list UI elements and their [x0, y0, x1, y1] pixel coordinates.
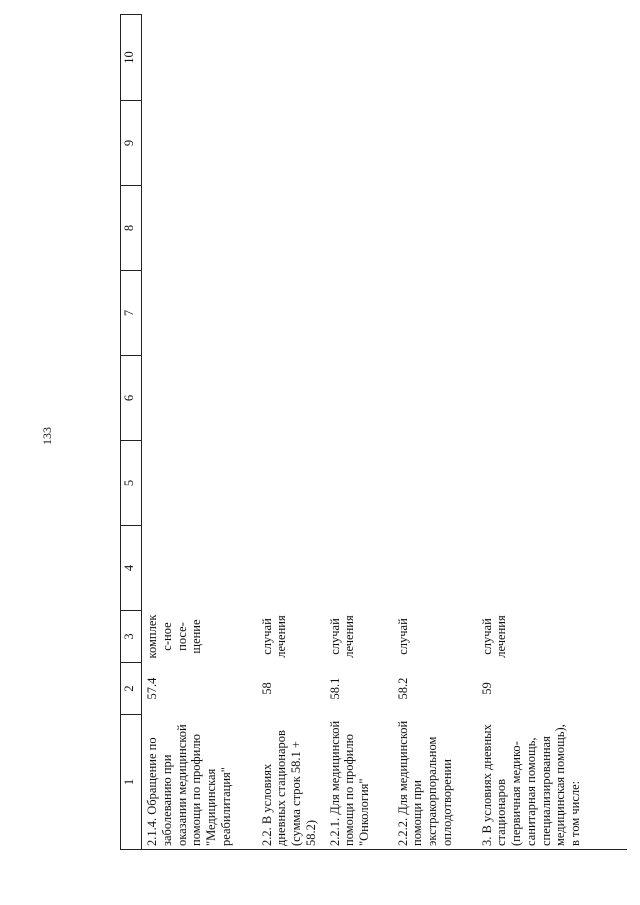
- column-header: 3: [121, 611, 142, 663]
- empty-cell: [142, 15, 257, 101]
- row-unit-cell: случай лечения: [327, 615, 357, 658]
- row-name-cell: 3. В условиях дневных стационаров (первичная медико-санитарная помощь, специализированная медицинская помощь), в том числе:: [477, 715, 627, 850]
- empty-cell: [393, 271, 477, 356]
- empty-cell: [325, 186, 393, 271]
- empty-cell: [325, 441, 393, 526]
- empty-cell: [325, 15, 393, 101]
- table-row: [257, 15, 325, 850]
- column-header: 7: [121, 271, 142, 356]
- row-unit-cell: случай лечения: [479, 615, 509, 658]
- volume-table: [120, 14, 627, 850]
- empty-cell: [393, 356, 477, 441]
- row-number-cell: 58.2: [395, 677, 410, 700]
- rotated-table-container: [120, 15, 640, 850]
- empty-cell: [477, 271, 627, 356]
- page-number: 133: [40, 427, 54, 445]
- row-number-cell: 57.4: [145, 677, 159, 700]
- row-unit-cell: случай лечения: [259, 615, 289, 658]
- empty-cell: [257, 101, 325, 186]
- column-header: 10: [121, 15, 142, 101]
- column-header: 6: [121, 356, 142, 441]
- table-row: [325, 15, 393, 850]
- column-header: 2: [121, 663, 142, 715]
- empty-cell: [257, 186, 325, 271]
- column-header: 9: [121, 101, 142, 186]
- empty-cell: [325, 526, 393, 611]
- empty-cell: [477, 101, 627, 186]
- row-name-cell: 2.2.2. Для медицинской помощи при экстракорпоральном оплодотворении: [393, 715, 477, 850]
- column-header: 4: [121, 526, 142, 611]
- column-number-row: [121, 15, 142, 850]
- empty-cell: [477, 441, 627, 526]
- row-number-cell: 59: [479, 682, 494, 695]
- column-header: 8: [121, 186, 142, 271]
- empty-cell: [477, 356, 627, 441]
- empty-cell: [477, 186, 627, 271]
- empty-cell: [257, 271, 325, 356]
- empty-cell: [393, 186, 477, 271]
- empty-cell: [477, 526, 627, 611]
- empty-cell: [142, 441, 257, 526]
- empty-cell: [325, 101, 393, 186]
- empty-cell: [257, 15, 325, 101]
- row-number-cell: 58.1: [327, 677, 342, 700]
- row-name-cell: 2.2. В условиях дневных стационаров (сумма строк 58.1 + 58.2): [257, 715, 325, 850]
- empty-cell: [257, 441, 325, 526]
- empty-cell: [257, 356, 325, 441]
- table-row: [393, 15, 477, 850]
- row-number-cell: 58: [259, 682, 274, 695]
- empty-cell: [142, 101, 257, 186]
- row-name-cell: 2.2.1. Для медицинской помощи по профилю "Онкология": [325, 715, 393, 850]
- empty-cell: [477, 15, 627, 101]
- empty-cell: [142, 526, 257, 611]
- row-unit-cell: комплекс-ное посе-щение: [145, 614, 204, 659]
- row-unit-cell: случай: [395, 618, 410, 655]
- empty-cell: [393, 15, 477, 101]
- empty-cell: [142, 356, 257, 441]
- empty-cell: [393, 526, 477, 611]
- empty-cell: [257, 526, 325, 611]
- column-header: 5: [121, 441, 142, 526]
- empty-cell: [325, 271, 393, 356]
- table-row: [142, 15, 257, 850]
- empty-cell: [393, 441, 477, 526]
- empty-cell: [142, 186, 257, 271]
- table-row: [477, 15, 627, 850]
- empty-cell: [142, 271, 257, 356]
- row-name-cell: 2.1.4. Обращение по заболеванию при оказании медицинской помощи по профилю "Медицинская реабилитация": [142, 715, 257, 850]
- empty-cell: [325, 356, 393, 441]
- empty-cell: [393, 101, 477, 186]
- column-header: 1: [121, 715, 142, 850]
